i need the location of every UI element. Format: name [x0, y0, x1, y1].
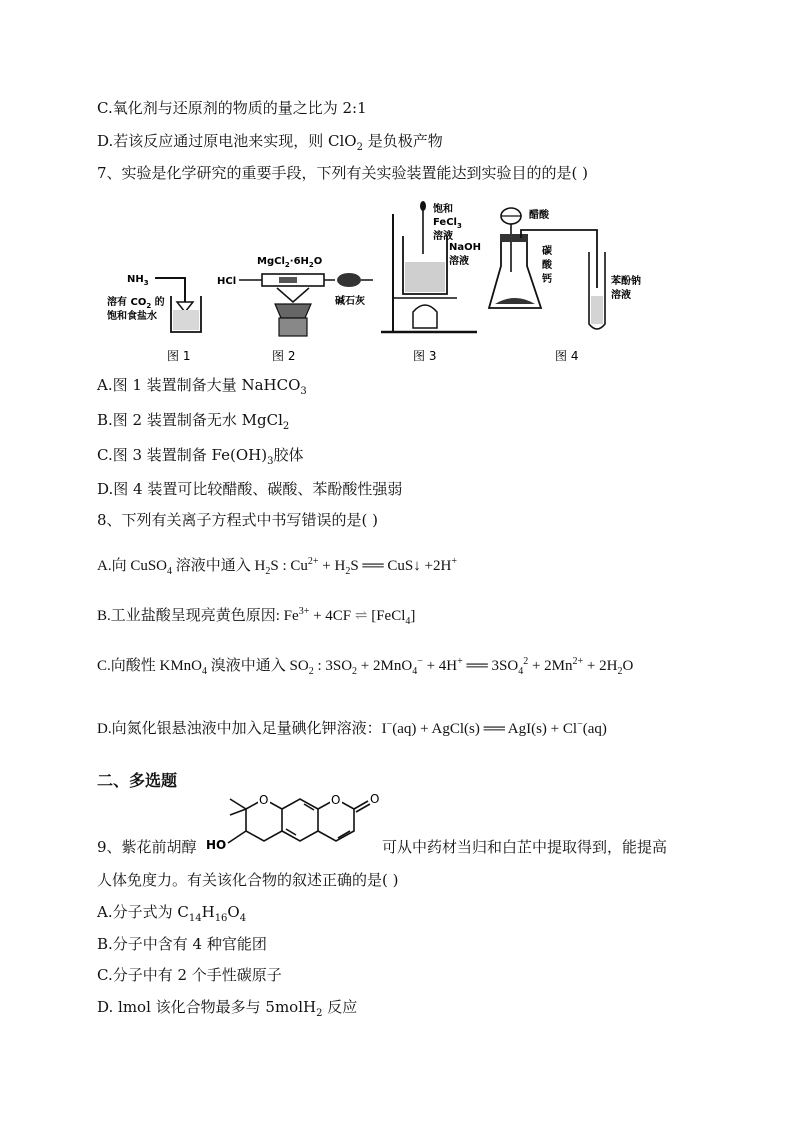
q7-option-b: B.图 2 装置制备无水 MgCl$_2$	[97, 411, 290, 432]
q9-structure	[206, 787, 386, 869]
fig4-solid	[495, 298, 535, 304]
carbonyl-oxygen-label: O	[370, 792, 380, 806]
lactone-oxygen-label: O	[331, 793, 341, 807]
molecule-diagram	[206, 787, 386, 869]
fig1-liquid-label-2: 饱和食盐水	[107, 311, 157, 322]
q9-stem-line-1-cont: 可从中药材当归和白芷中提取得到，能提高	[382, 838, 668, 856]
fig3-caption: 图 3	[413, 349, 437, 363]
q7-apparatus-figures	[97, 192, 717, 368]
fig2-caption: 图 2	[272, 349, 296, 363]
fig2-lamp-top	[277, 288, 309, 302]
benzene-ring	[282, 799, 318, 841]
fig2-drying-tube	[337, 273, 361, 287]
q8-option-c: C.向酸性 KMnO$_4$ 溴液中通入 $SO_2$ : $3SO_2 + 2MnO_4^- + 4H^+$ ══ $3SO_4^2 + 2Mn^{2+} + 2H_2O$	[97, 656, 634, 677]
fig4-solid-label-3: 钙	[542, 274, 552, 285]
fig4-solid-label-1: 碳	[542, 246, 552, 257]
ho-label: HO	[206, 838, 227, 852]
fig4-tube-label-2: 溶液	[611, 290, 631, 301]
fig3-lamp	[413, 305, 437, 328]
q7-option-c: C.图 3 装置制备 $Fe(OH)_3$胶体	[97, 446, 304, 467]
fig1-caption: 图 1	[167, 349, 191, 363]
fig4-flask	[489, 238, 541, 308]
fig4-solid-label-2: 酸	[542, 260, 552, 271]
fig2-stand	[279, 318, 307, 336]
q8-option-d: D.向氮化银悬浊液中加入足量碘化钾溶液：I−(aq) + AgCl(s) ══ AgI(s) + Cl−(aq)	[97, 719, 607, 737]
figure-2	[217, 256, 373, 363]
fig3-top-label-2: FeCl$_3$	[433, 217, 462, 230]
fig3-top-label-1: 饱和	[433, 204, 453, 215]
q8-option-a: A.向 CuSO$_4$ 溶液中通入 $H_2S$ : $Cu^{2+} + H_2S$ ══ CuS↓ +2H+	[97, 556, 457, 577]
figure-1	[107, 274, 201, 363]
q8-stem: 8、下列有关离子方程式中书写错误的是( )	[97, 511, 379, 529]
fig3-beaker-label-1: NaOH	[449, 242, 481, 253]
q9-option-d: D. lmol 该化合物最多与 5molH$_2$ 反应	[97, 998, 358, 1019]
equilibrium-arrow-icon: ⇌	[354, 608, 368, 624]
q7-option-d: D.图 4 装置可比较醋酸、碳酸、苯酚酸性强弱	[97, 480, 403, 498]
fig1-liquid-label-1: 溶有 $CO_2$ 的	[107, 297, 165, 310]
q7-option-a: A.图 1 装置制备大量 NaHCO$_3$	[97, 376, 307, 397]
fig2-solid	[279, 277, 297, 283]
fig1-liquid	[173, 310, 199, 330]
fig3-liquid	[405, 262, 445, 292]
q9-option-b: B.分子中含有 4 种官能团	[97, 935, 267, 953]
fig4-funnel-label: 醋酸	[529, 210, 549, 221]
q6-option-c: C.氧化剂与还原剂的物质的量之比为 2:1	[97, 99, 367, 117]
figure-3	[381, 201, 481, 363]
fig3-top-label-3: 溶液	[433, 231, 453, 242]
q8-option-b: B.工业盐酸呈现亮黄色原因: $Fe^{3+} + 4CF$ ⇌ [FeCl$_4$]	[97, 606, 416, 627]
q9-stem-line-1: 9、紫花前胡醇	[97, 838, 197, 856]
fig4-delivery-tube	[521, 230, 597, 288]
fig2-lamp	[275, 304, 311, 318]
q9-option-a: A.分子式为 $C_{14}H_{16}O_4$	[97, 903, 247, 924]
fig4-caption: 图 4	[555, 349, 579, 363]
fig3-beaker-label-2: 溶液	[449, 256, 469, 267]
fig1-gas-label: $NH_3$	[127, 274, 149, 287]
q6-option-d: D.若该反应通过原电池来实现，则 ClO$_2$ 是负极产物	[97, 132, 443, 153]
fig2-gas-label: HCl	[217, 276, 237, 287]
figure-4	[489, 208, 641, 363]
fig2-reagent-label: $MgCl_2\cdot 6H_2O$	[257, 256, 323, 269]
apparatus-diagram	[97, 192, 717, 368]
ring-oxygen-label: O	[259, 793, 269, 807]
fig4-tube-label-1: 苯酚钠	[611, 276, 641, 287]
fig2-absorber-label: 碱石灰	[335, 296, 365, 307]
q7-stem: 7、实验是化学研究的重要手段，下列有关实验装置能达到实验目的的是( )	[97, 164, 589, 182]
q9-option-c: C.分子中有 2 个手性碳原子	[97, 966, 282, 984]
section-heading-multiple-choice: 二、多选题	[97, 771, 178, 790]
q9-stem-line-2: 人体免度力。有关该化合物的叙述正确的是( )	[97, 871, 399, 889]
